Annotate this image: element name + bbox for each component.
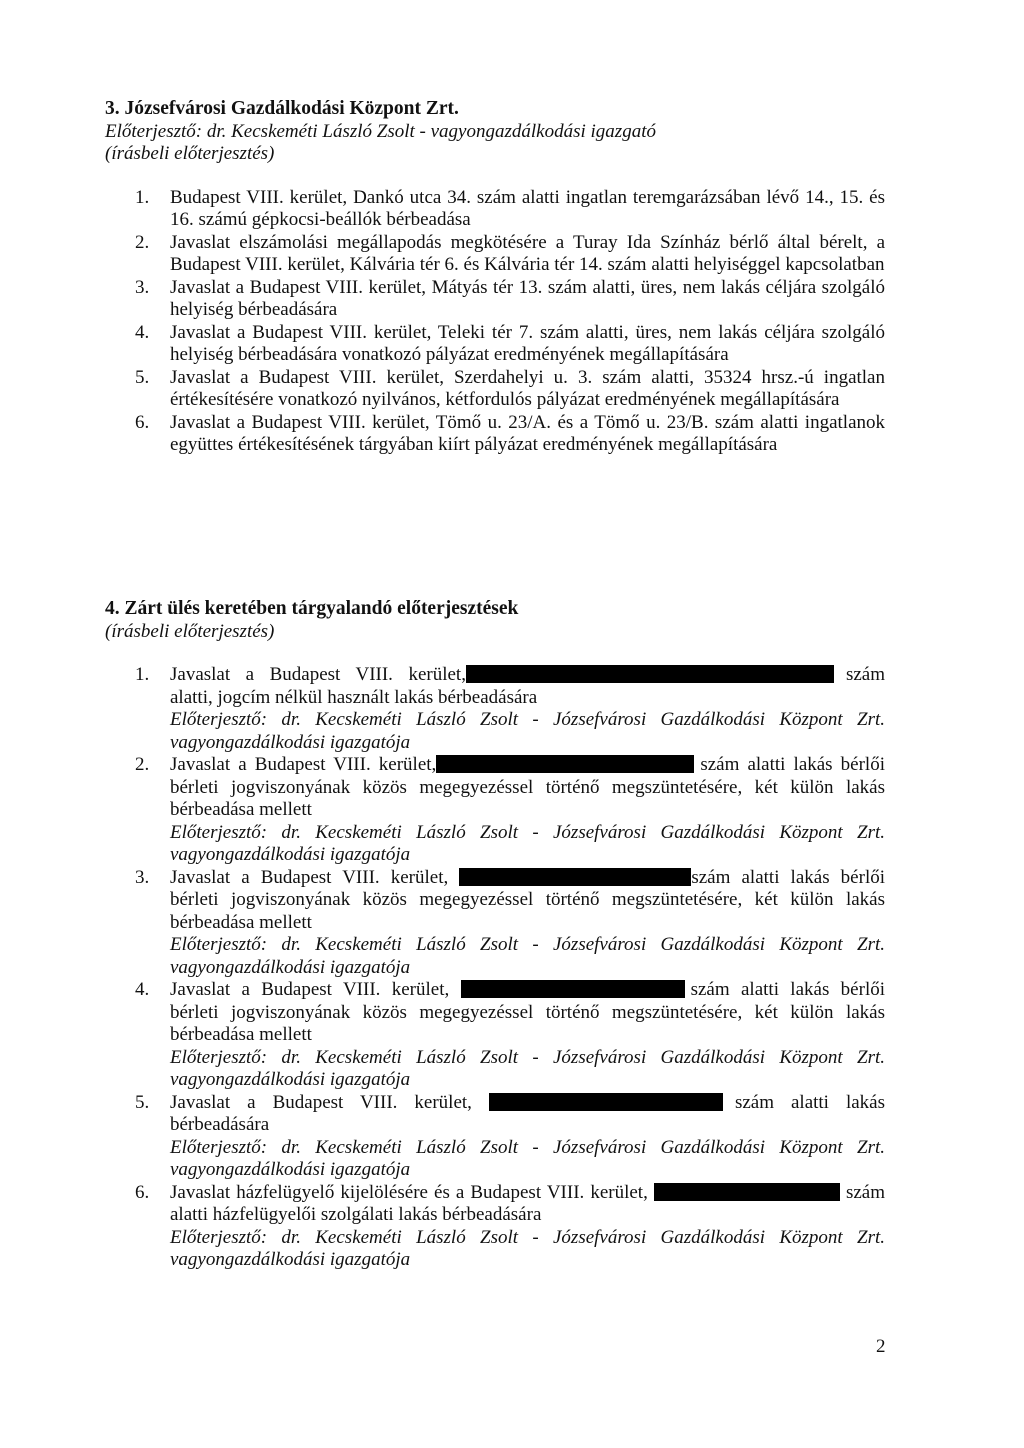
- list-item: [135, 412, 885, 457]
- list-item: [135, 232, 885, 277]
- page-number: 2: [876, 1336, 886, 1357]
- item-text: Javaslat a Budapest VIII. kerület, Mátyás tér 13. szám alatti, üres, nem lakás céljára szolgáló helyiség bérbeadására: [170, 276, 885, 320]
- section-4-type: (írásbeli előterjesztés): [105, 620, 275, 642]
- item-number: 6.: [135, 411, 150, 433]
- item-text-after: szám alatti házfelügyelői szolgálati lakás bérbeadására: [170, 1181, 885, 1225]
- item-text-before: Javaslat a Budapest VIII. kerület,: [170, 1091, 472, 1113]
- item-text-after: szám alatti lakás bérlői bérleti jogviszonyának közös megegyezéssel történő megszüntetésére, két külön lakás bérbeadása mellett: [170, 979, 886, 1045]
- list-item: [135, 322, 885, 367]
- item-text-after: szám alatti lakás bérbeadására: [170, 1091, 886, 1135]
- item-number: 1.: [135, 664, 150, 685]
- list-item: [135, 754, 885, 867]
- item-presenter: Előterjesztő: dr. Kecskeméti László Zsolt - Józsefvárosi Gazdálkodási Központ Zrt. vagyongazdálkodási igazgatója: [170, 709, 885, 753]
- item-presenter: Előterjesztő: dr. Kecskeméti László Zsolt - Józsefvárosi Gazdálkodási Központ Zrt. vagyongazdálkodási igazgatója: [170, 1226, 885, 1270]
- item-text-before: Javaslat a Budapest VIII. kerület,: [170, 866, 449, 888]
- section-4: [105, 598, 895, 1272]
- list-item: [135, 367, 885, 412]
- redaction-bar: [461, 980, 685, 998]
- item-text-after: szám alatti lakás bérlői bérleti jogviszonyának közös megegyezéssel történő megszüntetésére, két külön lakás bérbeadása mellett: [170, 754, 885, 820]
- item-text-after: szám alatti, jogcím nélkül használt lakás bérbeadására: [170, 664, 885, 708]
- item-presenter: Előterjesztő: dr. Kecskeméti László Zsolt - Józsefvárosi Gazdálkodási Központ Zrt. vagyongazdálkodási igazgatója: [170, 934, 885, 978]
- item-number: 2.: [135, 231, 150, 253]
- item-number: 5.: [135, 366, 150, 388]
- list-item: [135, 1092, 885, 1182]
- item-number: 5.: [135, 1091, 150, 1113]
- list-item: [135, 664, 885, 754]
- item-number: 3.: [135, 276, 150, 298]
- section-3-item-list: [135, 187, 885, 457]
- item-presenter: Előterjesztő: dr. Kecskeméti László Zsolt - Józsefvárosi Gazdálkodási Központ Zrt. vagyongazdálkodási igazgatója: [170, 1136, 885, 1180]
- redaction-bar: [459, 868, 691, 886]
- item-text-before: Javaslat házfelügyelő kijelölésére és a Budapest VIII. kerület,: [170, 1181, 648, 1203]
- item-text-before: Javaslat a Budapest VIII. kerület,: [170, 979, 450, 1000]
- list-item: [135, 867, 885, 980]
- redaction-bar: [489, 1093, 723, 1111]
- item-presenter: Előterjesztő: dr. Kecskeméti László Zsolt - Józsefvárosi Gazdálkodási Központ Zrt. vagyongazdálkodási igazgatója: [170, 1046, 885, 1090]
- item-text: Javaslat a Budapest VIII. kerület, Szerdahelyi u. 3. szám alatti, 35324 hrsz.-ú ingatlan értékesítésére vonatkozó nyilvános, kétfordulós pályázat eredményének megállapítására: [170, 366, 885, 410]
- item-text: Budapest VIII. kerület, Dankó utca 34. szám alatti ingatlan teremgarázsában lévő 14., 15. és 16. számú gépkocsi-beállók bérbeadása: [170, 186, 885, 230]
- section-3: [105, 98, 895, 457]
- redaction-bar: [436, 755, 694, 773]
- item-number: 2.: [135, 754, 150, 775]
- item-text-after: szám alatti lakás bérlői bérleti jogviszonyának közös megegyezéssel történő megszüntetésére, két külön lakás bérbeadása mellett: [170, 866, 886, 933]
- item-number: 1.: [135, 186, 150, 208]
- list-item: [135, 1182, 885, 1272]
- item-number: 3.: [135, 866, 150, 888]
- item-number: 4.: [135, 979, 150, 1000]
- redaction-bar: [466, 665, 834, 683]
- section-3-type: (írásbeli előterjesztés): [105, 143, 275, 164]
- list-item: [135, 277, 885, 322]
- list-item: [135, 979, 885, 1092]
- item-number: 6.: [135, 1181, 150, 1203]
- section-4-item-list: [135, 664, 885, 1272]
- redaction-bar: [654, 1183, 840, 1201]
- item-number: 4.: [135, 321, 150, 343]
- item-text: Javaslat a Budapest VIII. kerület, Teleki tér 7. szám alatti, üres, nem lakás céljára szolgáló helyiség bérbeadására vonatkozó pályázat eredményének megállapítására: [170, 321, 885, 365]
- section-3-presenter: Előterjesztő: dr. Kecskeméti László Zsolt - vagyongazdálkodási igazgató: [105, 120, 656, 142]
- list-item: [135, 187, 885, 232]
- item-presenter: Előterjesztő: dr. Kecskeméti László Zsolt - Józsefvárosi Gazdálkodási Központ Zrt. vagyongazdálkodási igazgatója: [170, 821, 885, 865]
- section-3-heading: 3. Józsefvárosi Gazdálkodási Központ Zrt.: [105, 98, 459, 119]
- section-4-heading: 4. Zárt ülés keretében tárgyalandó előterjesztések: [105, 598, 519, 619]
- item-text: Javaslat elszámolási megállapodás megkötésére a Turay Ida Színház bérlő által bérelt, a Budapest VIII. kerület, Kálvária tér 6. és Kálvária tér 14. szám alatti helyiséggel kapcsolatban: [170, 231, 885, 275]
- item-text-before: Javaslat a Budapest VIII. kerület,: [170, 754, 437, 775]
- item-text: Javaslat a Budapest VIII. kerület, Tömő u. 23/A. és a Tömő u. 23/B. szám alatti ingatlanok együttes értékesítésének tárgyában kiírt pályázat eredményének megállapítására: [170, 411, 885, 455]
- item-text-before: Javaslat a Budapest VIII. kerület,: [170, 664, 466, 685]
